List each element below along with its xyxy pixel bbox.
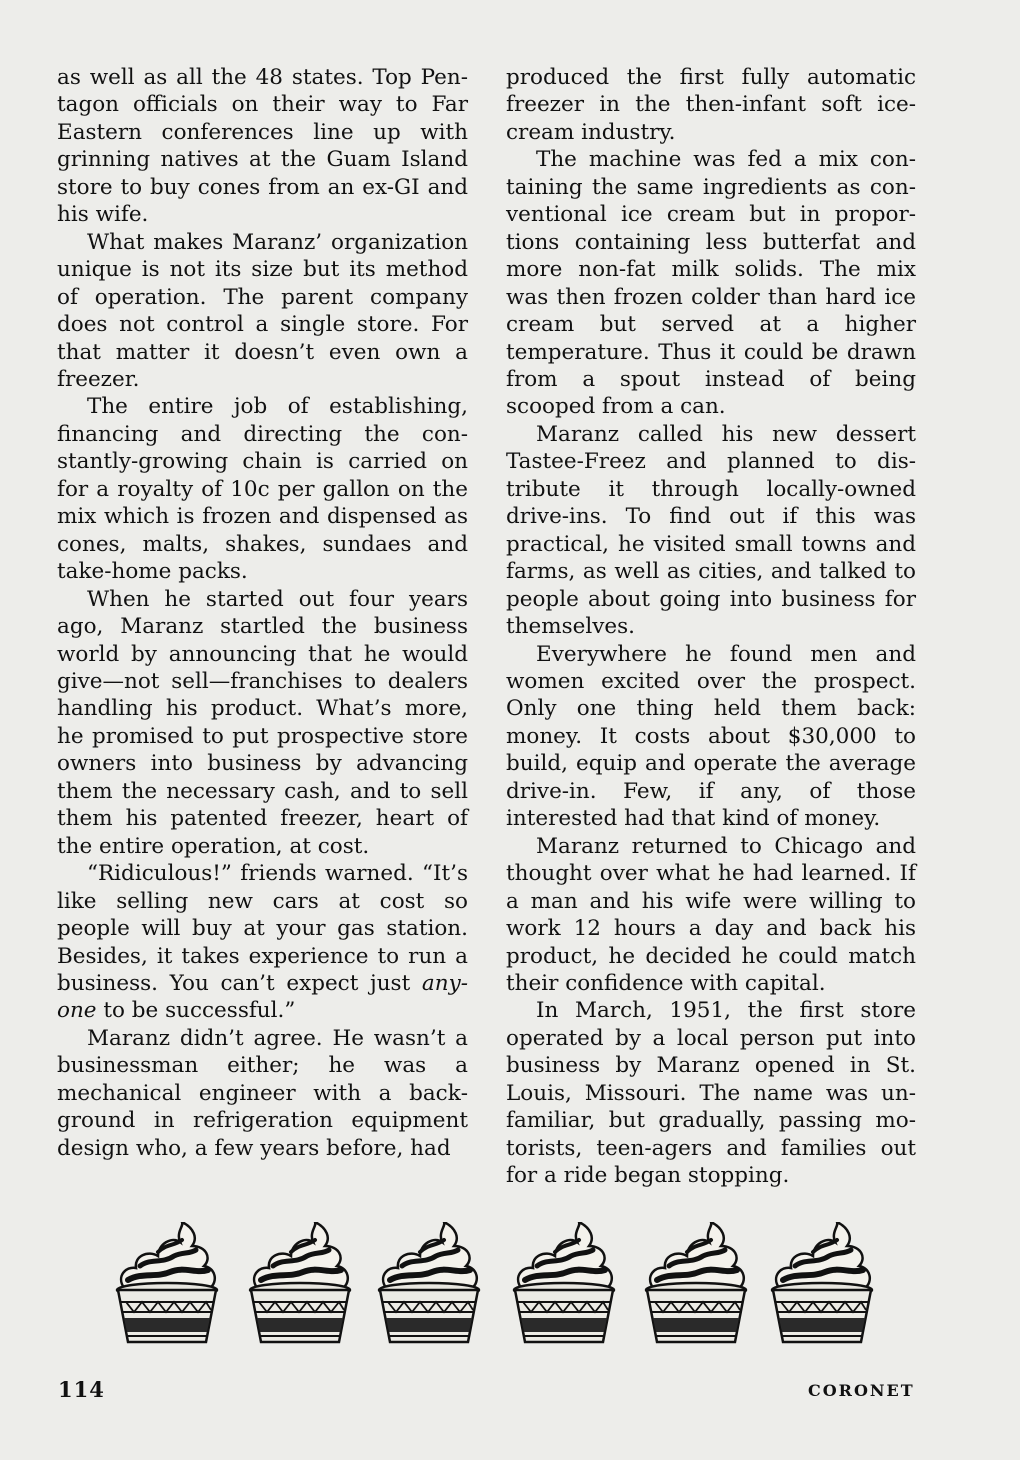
paragraph: as well as all the 48 states. Top Pentagon officials on their way to Far Eastern conferences line up with grinning natives at the Guam Island store to buy cones from an ex-GI and his wife.: [57, 65, 468, 228]
paragraph: The entire job of establishing, financing and directing the constantly-growing chain is carried on for a royalty of 10c per gallon on the mix which is frozen and dispensed as cones, malts, shakes, sundaes and take-home packs.: [57, 394, 468, 585]
page-number: 114: [58, 1377, 105, 1402]
soft-serve-sundae-cup-icon: [509, 1222, 619, 1350]
soft-serve-sundae-cup-icon: [767, 1222, 877, 1350]
paragraph: Maranz didn’t agree. He wasn’t a businessman either; he was a mechanical engineer with a background in refrigeration equipment design who, a few years before, had: [57, 1025, 468, 1161]
paragraph: When he started out four years ago, Maranz startled the business world by announcing that he would give—not sell—franchises to dealers handling his product. What’s more, he promised to put prospective store owners into business by advancing them the necessary cash, and to sell them his patented freezer, heart of the entire operation, at cost.: [57, 586, 468, 859]
right-column: [506, 64, 916, 1190]
paragraph: produced the first fully automatic freezer in the then-infant soft ice-cream industry.: [506, 65, 916, 145]
paragraph: Maranz called his new dessert Tastee-Freez and planned to distribute it through locally-owned drive-ins. To find out if this was practical, he visited small towns and farms, as well as cities, and talked to people about going into business for themselves.: [506, 421, 916, 640]
magazine-name: CORONET: [808, 1381, 915, 1400]
paragraph: What makes Maranz’ organization unique is not its size but its method of operation. The parent company does not control a single store. For that matter it doesn’t even own a freezer.: [57, 229, 468, 392]
paragraph: Everywhere he found men and women excited over the prospect. Only one thing held them back: money. It costs about $30,000 to build, equip and operate the average drive-in. Few, if any, of those interested had that kind of money.: [506, 641, 916, 832]
sundae-illustration-row: [112, 1222, 912, 1352]
soft-serve-sundae-cup-icon: [112, 1222, 222, 1350]
paragraph: Maranz returned to Chicago and thought over what he had learned. If a man and his wife were willing to work 12 hours a day and back his product, he decided he could match their confidence with capital.: [506, 833, 916, 996]
italic-emphasis: anyone: [57, 970, 468, 1024]
paragraph: The machine was fed a mix containing the same ingredients as conventional ice cream but in proportions containing less butterfat and more non-fat milk solids. The mix was then frozen colder than hard ice cream but served at a higher temperature. Thus it could be drawn from a spout instead of being scooped from a can.: [506, 147, 916, 420]
left-column: [57, 64, 468, 1162]
quote-text-end: to be successful.”: [103, 998, 296, 1024]
paragraph: In March, 1951, the first store operated by a local person put into business by Maranz opened in St. Louis, Missouri. The name was unfamiliar, but gradually, passing motorists, teen-agers and families out for a ride began stopping.: [506, 998, 916, 1189]
quote-text: “Ridiculous!” friends warned. “It’s like selling new cars at cost so people will buy at your gas station. Besides, it takes experience to run a business. You can’t expect just: [57, 861, 468, 996]
soft-serve-sundae-cup-icon: [641, 1222, 751, 1350]
soft-serve-sundae-cup-icon: [245, 1222, 355, 1350]
soft-serve-sundae-cup-icon: [374, 1222, 484, 1350]
paragraph: [57, 860, 468, 1025]
